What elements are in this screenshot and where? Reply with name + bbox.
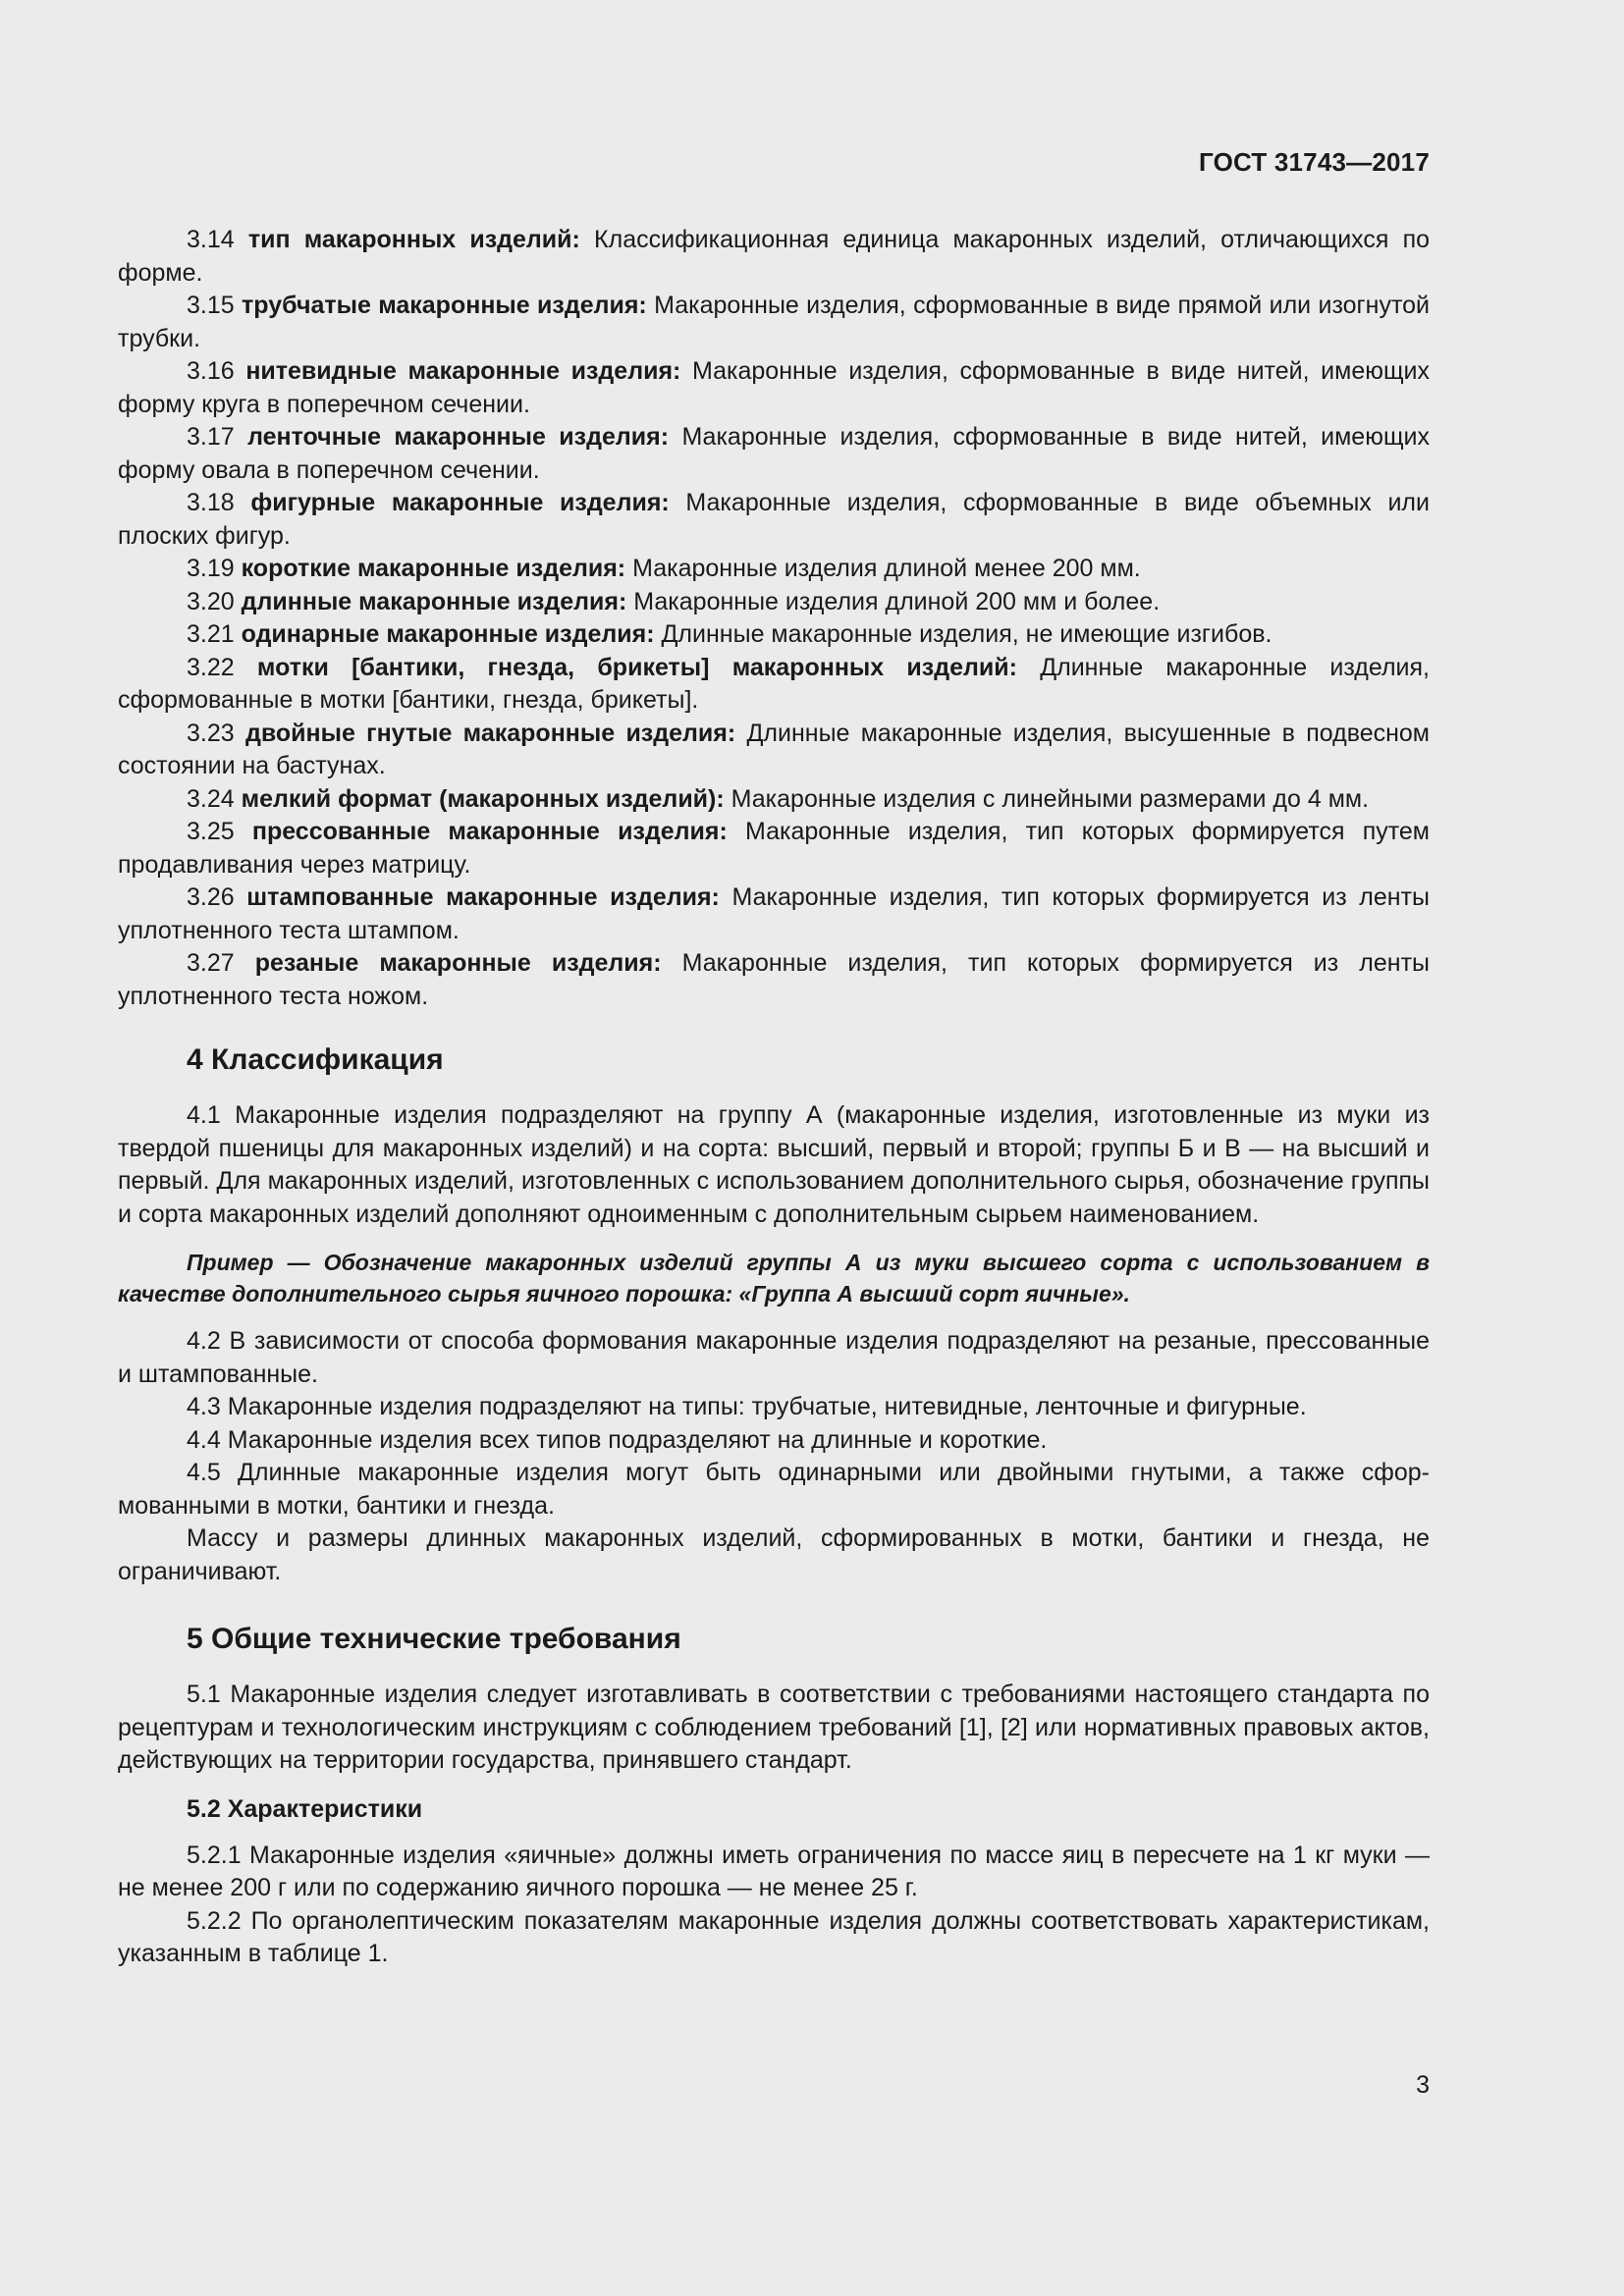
definition-number: 3.21 (187, 620, 235, 648)
paragraph-4-5: 4.5 Длинные макаронные изделия могут быть одинарными или двойными гнутыми, а также сформованными в мотки, бантики и гнезда. (118, 1459, 1430, 1520)
definition-term: ленточные макаронные изделия: (247, 423, 670, 451)
definition-item (118, 421, 1430, 487)
definition-number: 3.22 (187, 653, 235, 681)
definition-item (118, 652, 1430, 718)
definition-item (118, 718, 1430, 783)
section-4-heading: 4 Классификация (187, 1043, 444, 1076)
definition-text: Длинные макаронные изделия, не имеющие изгибов. (661, 620, 1272, 648)
definition-number: 3.18 (187, 489, 235, 516)
paragraph-4-2: 4.2 В зависимости от способа формования макаронные изделия подразделяют на резаные, прессованные и штампованные. (118, 1327, 1430, 1388)
definition-term: тип макаронных изделий: (247, 226, 580, 253)
definition-text: Макаронные изделия с линейными размерами до 4 мм. (731, 784, 1370, 813)
definition-item (118, 355, 1430, 421)
definition-number: 3.15 (187, 292, 235, 319)
standard-designation: ГОСТ 31743—2017 (1199, 147, 1430, 177)
definition-item (118, 783, 1430, 817)
definition-item (118, 487, 1430, 553)
example-note: Пример — Обозначение макаронных изделий группы А из муки высшего сорта с использованием в качестве дополнительного сырья яичного порошка: «Группа А высший сорт яичные». (118, 1250, 1430, 1307)
definition-text: Макаронные изделия, тип которых формируется из ленты уплотненного теста ножом. (118, 949, 1431, 1010)
definition-number: 3.14 (187, 226, 235, 253)
definition-term: двойные гнутые макаронные изделия: (244, 719, 736, 747)
definition-term: штампованные макаронные изделия: (246, 883, 720, 911)
definition-text: Макаронные изделия длиной менее 200 мм. (632, 555, 1141, 582)
paragraph-5-2-2: 5.2.2 По органолептическим показателям макаронные изделия должны соответствовать характеристикам, указанным в таблице 1. (118, 1906, 1430, 1967)
definition-item (118, 290, 1430, 355)
paragraph-4-4: 4.4 Макаронные изделия всех типов подразделяют на длинные и короткие. (187, 1425, 1048, 1454)
definition-term: нитевидные макаронные изделия: (245, 357, 681, 385)
definition-term: одинарные макаронные изделия: (241, 620, 655, 648)
definition-number: 3.26 (187, 883, 235, 911)
definition-term: прессованные макаронные изделия: (251, 818, 728, 845)
definition-item (118, 553, 1430, 586)
definition-text: Классификационная единица макаронных изделий, отличающихся по форме. (118, 226, 1431, 287)
definition-term: мотки [бантики, гнезда, брикеты] макаронных изделий: (256, 653, 1017, 681)
paragraph-5-1: 5.1 Макаронные изделия следует изготавливать в соответствии с требованиями настоящего стандарта по рецептурам и технологическим инструкциям с соблюдением требований [1], [2] или нормативных правовых актов, действующих на территории государства, принявшего стандарт. (118, 1681, 1430, 1774)
definition-item (118, 881, 1430, 947)
definition-item (118, 816, 1430, 881)
paragraph-4-1: 4.1 Макаронные изделия подразделяют на группу А (макаронные изделия, изготовленные из муки из твердой пшеницы для макаронных изделий) и на сорта: высший, первый и второй; группы Б и В — на высший и первый. Для макаронных изделий, изготовленных с использованием дополнительного сырья, обозначение группы и сорта макаронных изделий дополняют одноименным с дополнительным сырьем наименованием. (118, 1101, 1430, 1228)
definition-number: 3.19 (187, 555, 235, 582)
definition-text: Макаронные изделия длиной 200 мм и более. (633, 587, 1161, 615)
definition-item (118, 586, 1430, 619)
page-content (118, 224, 1430, 1971)
page-number: 3 (1416, 2071, 1430, 2099)
paragraph-4-5-continued: Массу и размеры длинных макаронных изделий, сформированных в мотки, бантики и гнезда, не ограничивают. (118, 1524, 1430, 1585)
definition-text: Макаронные изделия, тип которых формируется путем продавливания через матрицу. (118, 818, 1430, 879)
definition-number: 3.24 (187, 784, 235, 813)
definition-term: резаные макаронные изделия: (254, 949, 662, 977)
definition-text: Макаронные изделия, сформованные в виде объемных или плоских фигур. (118, 489, 1430, 550)
definition-text: Макаронные изделия, сформованные в виде нитей, имеющих форму круга в поперечном сечении. (118, 357, 1431, 418)
definition-text: Макаронные изделия, тип которых формируется из ленты уплотненного теста штампом. (118, 883, 1430, 944)
definition-term: трубчатые макаронные изделия: (242, 292, 647, 319)
definition-number: 3.23 (187, 719, 235, 747)
paragraph-5-2-1: 5.2.1 Макаронные изделия «яичные» должны иметь ограничения по массе яиц в пересчете на 1 кг муки — не менее 200 г или по содержанию яичного порошка — не менее 25 г. (118, 1841, 1430, 1901)
definition-term: короткие макаронные изделия: (241, 555, 626, 582)
subsection-5-2-heading: 5.2 Характеристики (187, 1794, 423, 1823)
definition-item (118, 618, 1430, 652)
definition-term: фигурные макаронные изделия: (250, 489, 670, 516)
definition-number: 3.27 (187, 949, 235, 977)
paragraph-4-3: 4.3 Макаронные изделия подразделяют на типы: трубчатые, нитевидные, ленточные и фигурные. (187, 1393, 1307, 1420)
definition-text: Длинные макаронные изделия, сформованные в мотки [бантики, гнезда, брикеты]. (118, 653, 1430, 714)
definition-text: Макаронные изделия, сформованные в виде нитей, имеющих форму овала в поперечном сечении. (118, 423, 1430, 484)
definition-text: Длинные макаронные изделия, высушенные в подвесном состоянии на бастунах. (118, 719, 1430, 779)
definition-text: Макаронные изделия, сформованные в виде прямой или изогнутой трубки. (118, 292, 1430, 352)
definition-term: мелкий формат (макаронных изделий): (241, 784, 725, 813)
definition-number: 3.16 (187, 357, 235, 385)
definition-item (118, 224, 1430, 290)
definition-term: длинные макаронные изделия: (241, 587, 627, 615)
definition-item (118, 947, 1430, 1013)
definition-number: 3.20 (187, 587, 235, 615)
section-5-heading: 5 Общие технические требования (187, 1623, 681, 1655)
definition-number: 3.25 (187, 818, 235, 845)
definition-number: 3.17 (187, 423, 235, 451)
